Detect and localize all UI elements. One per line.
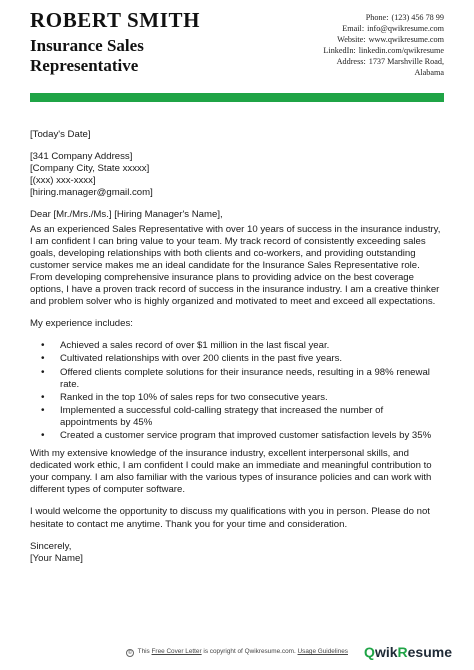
list-item (30, 367, 443, 391)
contact-linkedin (244, 45, 444, 56)
accent-divider (30, 93, 444, 102)
paragraph-intro: As an experienced Sales Representative with over 10 years of success in the insurance industry, I am confident I can bring value to your team. My track record of consistently exceeding sales goals, developing relationships with both clients and co-workers, and providing outstanding customer service makes me an ideal candidate for the Insurance Sales Representative role. From developing comprehensive insurance plans to providing advice on the best coverage options, I have a proven track record of success in the insurance industry. I am a creative thinker and problem solver who is highly organized and motivated to meet and exceed all expectations. (30, 223, 441, 308)
contact-website-value[interactable]: www.qwikresume.com (368, 35, 444, 44)
bullet-icon: • (41, 353, 45, 365)
closing: Sincerely, (30, 540, 72, 552)
bullet-icon: • (41, 429, 45, 441)
bullet-icon: • (41, 340, 45, 352)
header-name: ROBERT SMITH (30, 8, 201, 32)
list-item (30, 430, 443, 442)
contact-phone (244, 12, 444, 23)
recipient-city-state: [Company City, State xxxxx] (30, 163, 150, 175)
signature: [Your Name] (30, 552, 83, 564)
experience-list (30, 340, 443, 442)
recipient-phone: [(xxx) xxx-xxxx] (30, 175, 96, 187)
logo-wik: wik (374, 644, 398, 660)
list-item-text: Offered clients complete solutions for their insurance needs, resulting in a 98% renewal rate. (60, 366, 430, 390)
paragraph-closing: I would welcome the opportunity to discuss my qualifications with you in person. Please do not hesitate to contact me anytime. Thank you for your time and consideration. (30, 506, 430, 530)
paragraph-knowledge: With my extensive knowledge of the insurance industry, excellent interpersonal skills, and dedicated work ethic, I am confident I could make an immediate and meaningful contribution to your company. I am also familiar with the various types of insurance policies and can work with different types of computer software. (30, 448, 432, 496)
bullet-icon: • (41, 391, 45, 403)
header-job-title: Insurance Sales Representative (30, 36, 144, 75)
footer-middle: is copyright of Qwikresume.com. (203, 648, 296, 655)
logo-esume: esume (407, 644, 452, 660)
contact-address-line2: Alabama (414, 68, 444, 77)
contact-website-label: Website: (337, 35, 366, 44)
list-item (30, 353, 443, 365)
recipient-address: [341 Company Address] (30, 151, 133, 163)
bullet-icon: • (41, 366, 45, 378)
list-item (30, 340, 443, 352)
free-cover-letter-link[interactable]: Free Cover Letter (151, 648, 202, 655)
contact-phone-label: Phone: (365, 13, 389, 22)
letter-body (30, 129, 443, 575)
list-item-text: Achieved a sales record of over $1 million in the last fiscal year. (60, 340, 330, 352)
contact-linkedin-label: LinkedIn: (323, 46, 356, 55)
contact-block (244, 12, 444, 78)
qwikresume-logo[interactable] (364, 644, 452, 660)
recipient-block (30, 151, 443, 199)
list-item-text: Implemented a successful cold-calling strategy that increased the number of appointments by 45% (60, 404, 384, 428)
letter-date: [Today's Date] (30, 129, 91, 140)
contact-email (244, 23, 444, 34)
contact-address-value: 1737 Marshville Road, (368, 57, 444, 66)
contact-email-label: Email: (342, 24, 365, 33)
list-item-text: Created a customer service program that improved customer satisfaction levels by 35% (60, 429, 432, 441)
contact-website (244, 34, 444, 45)
footer-prefix: This (137, 648, 150, 655)
logo-q: Q (364, 644, 375, 660)
salutation: Dear [Mr./Mrs./Ms.] [Hiring Manager's Name], (30, 209, 223, 221)
copyright-icon: © (126, 649, 134, 657)
list-item (30, 392, 443, 404)
usage-guidelines-link[interactable]: Usage Guidelines (297, 648, 348, 655)
contact-phone-value: (123) 456 78 99 (391, 13, 444, 22)
bullet-icon: • (41, 404, 45, 416)
contact-address (244, 56, 444, 67)
list-item-text: Cultivated relationships with over 200 clients in the past five years. (60, 353, 343, 365)
footer (0, 644, 474, 664)
signoff (30, 541, 443, 565)
list-item (30, 405, 443, 429)
contact-address-label: Address: (336, 57, 366, 66)
experience-intro: My experience includes: (30, 318, 133, 330)
logo-r: R (397, 644, 408, 660)
contact-linkedin-value[interactable]: linkedin.com/qwikresume (358, 46, 444, 55)
list-item-text: Ranked in the top 10% of sales reps for two consecutive years. (60, 391, 328, 403)
contact-email-value[interactable]: info@qwikresume.com (367, 24, 444, 33)
recipient-email: [hiring.manager@gmail.com] (30, 187, 153, 199)
